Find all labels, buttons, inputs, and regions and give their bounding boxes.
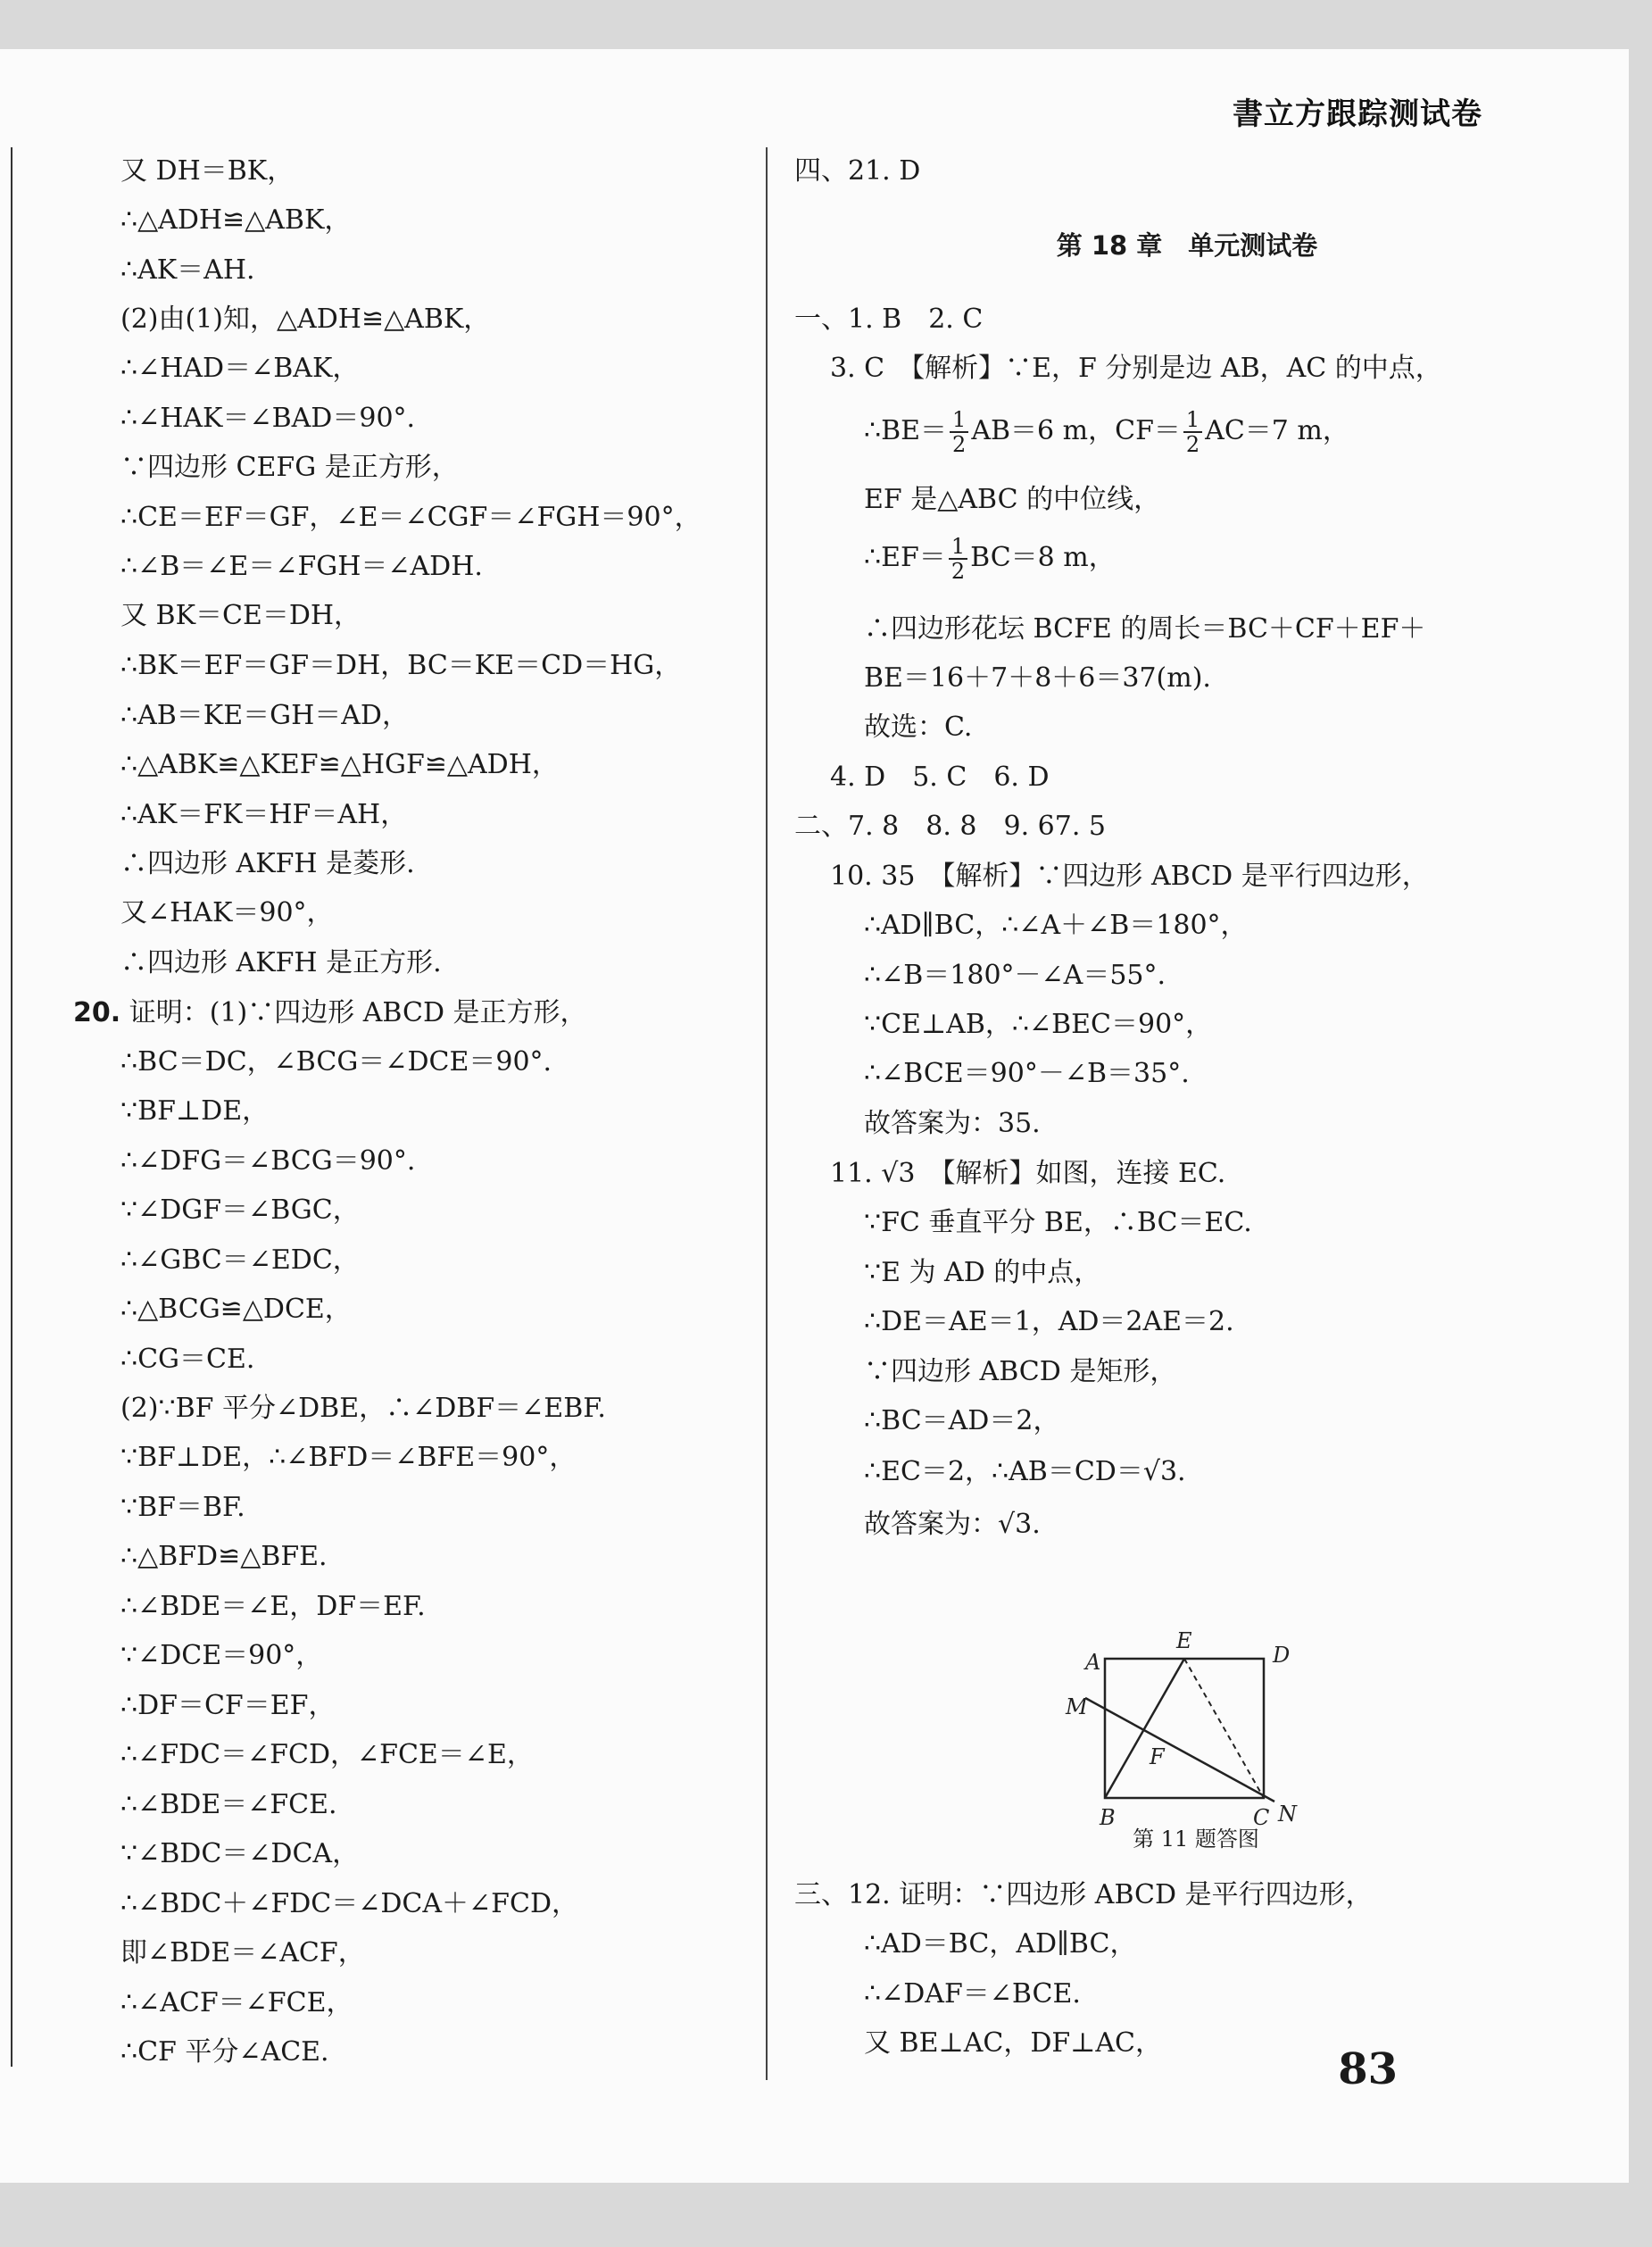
label-c: C xyxy=(1253,1805,1270,1830)
question-12-head: 三、12. 证明：∵四边形 ABCD 是平行四边形， xyxy=(794,1879,1373,1910)
rectangle-abcd xyxy=(1105,1659,1264,1798)
text-line: ∴△ABK≌△KEF≌△HGF≌△ADH， xyxy=(120,749,559,780)
text-line: ∴四边形 AKFH 是菱形. xyxy=(120,848,415,879)
text-line: ∴CF 平分∠ACE. xyxy=(120,2036,329,2068)
text-line: ∴四边形 AKFH 是正方形. xyxy=(120,947,442,978)
text-line: ∴AD∥BC，∴∠A＋∠B＝180°， xyxy=(864,910,1248,941)
text-line: ∵∠BDC＝∠DCA， xyxy=(120,1838,360,1869)
question-20-line xyxy=(73,995,587,1031)
text-span: AC＝7 m， xyxy=(1205,415,1349,446)
text-line: 又 BE⊥AC，DF⊥AC， xyxy=(864,2027,1163,2059)
text-line: ∴∠HAD＝∠BAK， xyxy=(120,353,360,384)
question-10-head: 10. 35 【解析】∵四边形 ABCD 是平行四边形， xyxy=(830,861,1429,892)
q3-fraction-line-2 xyxy=(864,531,1116,585)
header-title: 書立方跟踪测试卷 xyxy=(1233,96,1482,132)
text-line: ∴∠B＝180°－∠A＝55°. xyxy=(864,960,1166,991)
label-a: A xyxy=(1085,1650,1101,1675)
text-line: ∴∠B＝∠E＝∠FGH＝∠ADH. xyxy=(120,551,483,582)
text-line: ∴AK＝AH. xyxy=(120,254,255,286)
label-n: N xyxy=(1278,1802,1297,1827)
text-line: 4. D 5. C 6. D xyxy=(830,761,1050,793)
text-line: ∴CE＝EF＝GF，∠E＝∠CGF＝∠FGH＝90°， xyxy=(120,502,701,533)
text-line: 故选：C. xyxy=(864,712,973,743)
line-mn xyxy=(1085,1698,1274,1802)
text-line: BE＝16＋7＋8＋6＝37(m). xyxy=(864,662,1211,694)
question-number: 20. xyxy=(73,997,121,1028)
question-3-head: 3. C 【解析】∵E，F 分别是边 AB，AC 的中点， xyxy=(830,353,1442,384)
text-line: ∴△ADH≌△ABK， xyxy=(120,204,352,236)
text-line: 又∠HAK＝90°， xyxy=(120,897,334,928)
text-line: ∵BF⊥DE，∴∠BFD＝∠BFE＝90°， xyxy=(120,1442,577,1473)
page-number: 83 xyxy=(1338,2044,1398,2094)
segment-be xyxy=(1105,1659,1184,1798)
text-line: ∴CG＝CE. xyxy=(120,1344,255,1375)
chapter-title: 第 18 章 单元测试卷 xyxy=(1056,230,1318,261)
fraction-one-half xyxy=(949,535,967,583)
fraction-denominator: 2 xyxy=(951,559,966,584)
question-11-head: 11. √3 【解析】如图，连接 EC. xyxy=(830,1158,1226,1189)
text-line: ∴DF＝CF＝EF， xyxy=(120,1690,336,1721)
text-line: 故答案为：35. xyxy=(864,1108,1041,1139)
text-line: ∴∠BDC＋∠FDC＝∠DCA＋∠FCD， xyxy=(120,1888,579,1919)
text-span: BC＝8 m， xyxy=(970,542,1116,573)
fraction-numerator: 1 xyxy=(1183,408,1202,433)
text-line: ∵FC 垂直平分 BE，∴BC＝EC. xyxy=(864,1207,1252,1238)
text-line: ∴∠DFG＝∠BCG＝90°. xyxy=(120,1145,416,1177)
label-d: D xyxy=(1273,1643,1291,1668)
segment-ec-dashed xyxy=(1184,1659,1264,1798)
text-line: ∵∠DGF＝∠BGC， xyxy=(120,1194,360,1226)
text-line: ∴∠ACF＝∠FCE， xyxy=(120,1987,353,2018)
text-line: ∴AD＝BC，AD∥BC， xyxy=(864,1928,1137,1960)
fraction-denominator: 2 xyxy=(952,432,967,457)
text-line: (2)∵BF 平分∠DBE，∴∠DBF＝∠EBF. xyxy=(120,1393,606,1424)
text-line: ∴EC＝2，∴AB＝CD＝√3. xyxy=(864,1456,1186,1487)
text-line: 又 DH＝BK， xyxy=(120,155,295,187)
text-line: ∵CE⊥AB，∴∠BEC＝90°， xyxy=(864,1009,1213,1040)
text-line: ∴AB＝KE＝GH＝AD， xyxy=(120,700,409,731)
q3-fraction-line-1 xyxy=(864,404,1349,458)
text-line: ∴AK＝FK＝HF＝AH， xyxy=(120,799,408,830)
fraction-denominator: 2 xyxy=(1185,432,1200,457)
text-line: ∴四边形花坛 BCFE 的周长＝BC＋CF＋EF＋ xyxy=(864,613,1426,645)
text-line: ∵四边形 CEFG 是正方形， xyxy=(120,452,459,483)
text-span: AB＝6 m，CF＝ xyxy=(971,415,1181,446)
label-b: B xyxy=(1100,1805,1116,1830)
text-line: ∴BK＝EF＝GF＝DH，BC＝KE＝CD＝HG， xyxy=(120,650,682,681)
text-line: ∵BF＝BF. xyxy=(120,1492,245,1523)
label-f: F xyxy=(1150,1744,1165,1769)
text-line: 四、21. D xyxy=(794,155,921,187)
fraction-one-half xyxy=(950,408,968,456)
fraction-numerator: 1 xyxy=(949,535,967,560)
fraction-numerator: 1 xyxy=(950,408,968,433)
text-line: ∵四边形 ABCD 是矩形， xyxy=(864,1356,1177,1387)
section-line: 一、1. B 2. C xyxy=(794,304,984,335)
column-divider xyxy=(766,147,768,2080)
text-span: ∴EF＝ xyxy=(864,542,946,573)
text-line: 故答案为：√3. xyxy=(864,1509,1041,1540)
text-line: ∴∠BDE＝∠FCE. xyxy=(120,1789,337,1820)
text-line: ∴∠BCE＝90°－∠B＝35°. xyxy=(864,1058,1190,1089)
text-line: EF 是△ABC 的中位线， xyxy=(864,484,1161,515)
rectangle-geometry-figure xyxy=(1062,1625,1330,1830)
text-line: ∴DE＝AE＝1，AD＝2AE＝2. xyxy=(864,1306,1234,1337)
text-line: ∴∠HAK＝∠BAD＝90°. xyxy=(120,403,416,434)
figure-caption: 第 11 题答图 xyxy=(1133,1827,1259,1852)
text-line: (2)由(1)知，△ADH≌△ABK， xyxy=(120,304,491,335)
text-line: ∴BC＝DC，∠BCG＝∠DCE＝90°. xyxy=(120,1046,552,1078)
label-e: E xyxy=(1176,1628,1192,1653)
text-line: ∴△BFD≌△BFE. xyxy=(120,1541,328,1572)
text-line: ∴∠BDE＝∠E，DF＝EF. xyxy=(120,1591,426,1622)
text-line: 即∠BDE＝∠ACF， xyxy=(120,1937,365,1968)
text-line: ∵∠DCE＝90°， xyxy=(120,1640,323,1671)
label-m: M xyxy=(1066,1694,1088,1719)
section-line: 二、7. 8 8. 8 9. 67. 5 xyxy=(794,811,1106,842)
text-span: ∴BE＝ xyxy=(864,415,948,446)
fraction-one-half xyxy=(1183,408,1202,456)
text-line: ∵E 为 AD 的中点， xyxy=(864,1257,1101,1288)
text-line: ∴∠GBC＝∠EDC， xyxy=(120,1244,360,1276)
text-line: ∴△BCG≌△DCE， xyxy=(120,1294,352,1325)
text-line: ∵BF⊥DE， xyxy=(120,1095,270,1127)
left-margin-rule xyxy=(11,147,12,2067)
text-line: ∴BC＝AD＝2， xyxy=(864,1405,1060,1436)
question-text: 证明：(1)∵四边形 ABCD 是正方形， xyxy=(129,997,587,1028)
text-line: ∴∠DAF＝∠BCE. xyxy=(864,1978,1081,2010)
text-line: ∴∠FDC＝∠FCD，∠FCE＝∠E， xyxy=(120,1739,534,1770)
text-line: 又 BK＝CE＝DH， xyxy=(120,600,361,631)
